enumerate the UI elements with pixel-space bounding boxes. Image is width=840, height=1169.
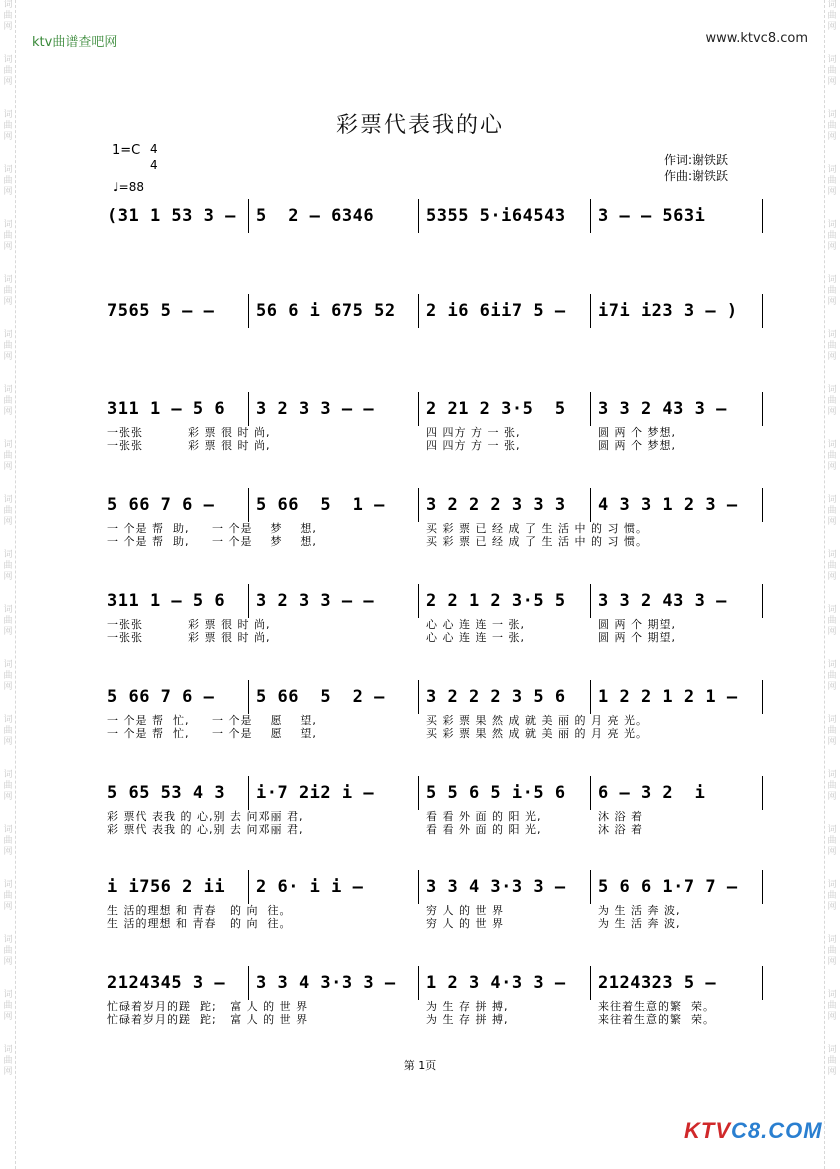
watermark-char: 网 bbox=[3, 792, 13, 802]
watermark-char: 词 bbox=[827, 825, 837, 835]
watermark-char: 曲 bbox=[827, 451, 837, 461]
watermark-char: 曲 bbox=[827, 176, 837, 186]
bar-line bbox=[762, 294, 763, 328]
bar-line bbox=[762, 488, 763, 522]
watermark-char: 曲 bbox=[827, 1001, 837, 1011]
measure-notes: 1 2 2 1 2 1 – bbox=[598, 687, 738, 707]
bar-line bbox=[590, 392, 591, 426]
watermark-char: 词 bbox=[827, 1045, 837, 1055]
logo-part-1: KTV bbox=[684, 1118, 731, 1143]
watermark-char: 词 bbox=[3, 825, 13, 835]
measure-notes: 5 66 5 2 – bbox=[256, 687, 385, 707]
bar-line bbox=[590, 199, 591, 233]
bar-line bbox=[590, 584, 591, 618]
measure-notes: 311 1 – 5 6 bbox=[107, 399, 226, 419]
watermark-char: 曲 bbox=[3, 671, 13, 681]
watermark-char: 网 bbox=[827, 462, 837, 472]
composer: 作曲:谢铁跃 bbox=[664, 169, 729, 183]
watermark-char: 曲 bbox=[827, 396, 837, 406]
watermark-char: 曲 bbox=[827, 946, 837, 956]
watermark-char: 词 bbox=[3, 440, 13, 450]
lyric-verse-1: 一张张 彩 票 很 时 尚, bbox=[107, 426, 271, 439]
lyricist: 作词:谢铁跃 bbox=[664, 153, 729, 167]
watermark-char: 曲 bbox=[827, 121, 837, 131]
watermark-char: 词 bbox=[827, 770, 837, 780]
watermark-char: 曲 bbox=[827, 671, 837, 681]
watermark-char: 曲 bbox=[827, 286, 837, 296]
bar-line bbox=[248, 584, 249, 618]
bar-line bbox=[418, 966, 419, 1000]
measure-notes: 3 2 2 2 3 3 3 bbox=[426, 495, 566, 515]
lyric-verse-1: 一张张 彩 票 很 时 尚, bbox=[107, 618, 271, 631]
key-signature: 1=C bbox=[112, 143, 141, 158]
lyric-verse-1: 一 个是 帮 忙, 一 个是 愿 望, bbox=[107, 714, 317, 727]
left-watermark-column bbox=[2, 0, 14, 1169]
site-name-left: ktv曲谱查吧网 bbox=[32, 35, 118, 50]
bar-line bbox=[418, 199, 419, 233]
measure-notes: 3 3 4 3·3 3 – bbox=[256, 973, 396, 993]
watermark-char: 词 bbox=[3, 495, 13, 505]
lyric-verse-2: 心 心 连 连 一 张, bbox=[426, 631, 525, 644]
watermark-char: 曲 bbox=[827, 341, 837, 351]
watermark-char: 词 bbox=[827, 935, 837, 945]
watermark-char: 曲 bbox=[3, 891, 13, 901]
measure-notes: 5 66 7 6 – bbox=[107, 495, 215, 515]
watermark-char: 网 bbox=[3, 902, 13, 912]
watermark-char: 词 bbox=[3, 1045, 13, 1055]
watermark-char: 词 bbox=[827, 330, 837, 340]
watermark-char: 词 bbox=[827, 0, 837, 10]
watermark-char: 曲 bbox=[3, 451, 13, 461]
watermark-char: 网 bbox=[827, 627, 837, 637]
watermark-char: 词 bbox=[827, 495, 837, 505]
lyric-verse-2: 来往着生意的繁 荣。 bbox=[598, 1013, 715, 1026]
watermark-char: 曲 bbox=[3, 396, 13, 406]
watermark-char: 网 bbox=[3, 957, 13, 967]
lyric-verse-2: 看 看 外 面 的 阳 光, bbox=[426, 823, 542, 836]
lyric-verse-2: 生 活的理想 和 青春 的 向 往。 bbox=[107, 917, 292, 930]
watermark-char: 词 bbox=[827, 110, 837, 120]
watermark-char: 词 bbox=[827, 715, 837, 725]
bar-line bbox=[418, 488, 419, 522]
bar-line bbox=[418, 584, 419, 618]
right-dashed-border bbox=[824, 0, 825, 1169]
bar-line bbox=[248, 488, 249, 522]
bar-line bbox=[418, 294, 419, 328]
watermark-char: 曲 bbox=[827, 836, 837, 846]
watermark-char: 网 bbox=[827, 517, 837, 527]
lyric-verse-2: 圆 两 个 期望, bbox=[598, 631, 676, 644]
lyric-verse-1: 一 个是 帮 助, 一 个是 梦 想, bbox=[107, 522, 317, 535]
measure-notes: 3 – – 563i bbox=[598, 206, 706, 226]
watermark-char: 网 bbox=[827, 847, 837, 857]
watermark-char: 曲 bbox=[827, 231, 837, 241]
measure-notes: 2 2 1 2 3·5 5 bbox=[426, 591, 566, 611]
lyric-verse-1: 沐 浴 着 bbox=[598, 810, 643, 823]
watermark-char: 曲 bbox=[3, 66, 13, 76]
lyric-verse-1: 圆 两 个 期望, bbox=[598, 618, 676, 631]
lyric-verse-1: 穷 人 的 世 界 bbox=[426, 904, 504, 917]
lyric-verse-2: 一张张 彩 票 很 时 尚, bbox=[107, 631, 271, 644]
lyric-verse-2: 忙碌着岁月的蹉 跎; 富 人 的 世 界 bbox=[107, 1013, 309, 1026]
watermark-char: 曲 bbox=[827, 781, 837, 791]
watermark-char: 词 bbox=[3, 660, 13, 670]
watermark-char: 网 bbox=[827, 187, 837, 197]
watermark-char: 曲 bbox=[827, 11, 837, 21]
lyric-verse-1: 为 生 活 奔 波, bbox=[598, 904, 681, 917]
measure-notes: 3 2 3 3 – – bbox=[256, 591, 375, 611]
bar-line bbox=[590, 488, 591, 522]
watermark-char: 曲 bbox=[827, 726, 837, 736]
bar-line bbox=[590, 870, 591, 904]
watermark-char: 网 bbox=[827, 77, 837, 87]
lyric-verse-2: 沐 浴 着 bbox=[598, 823, 643, 836]
watermark-char: 曲 bbox=[3, 616, 13, 626]
lyric-verse-1: 买 彩 票 已 经 成 了 生 活 中 的 习 惯。 bbox=[426, 522, 648, 535]
bar-line bbox=[762, 966, 763, 1000]
lyric-verse-1: 来往着生意的繁 荣。 bbox=[598, 1000, 715, 1013]
bar-line bbox=[590, 776, 591, 810]
measure-notes: 5355 5·i64543 bbox=[426, 206, 566, 226]
lyric-verse-1: 买 彩 票 果 然 成 就 美 丽 的 月 亮 光。 bbox=[426, 714, 648, 727]
meter-top: 4 bbox=[150, 142, 158, 156]
watermark-char: 网 bbox=[827, 682, 837, 692]
bar-line bbox=[590, 680, 591, 714]
bar-line bbox=[418, 870, 419, 904]
watermark-char: 网 bbox=[827, 297, 837, 307]
tempo-marking: ♩=88 bbox=[113, 180, 144, 194]
watermark-char: 曲 bbox=[3, 726, 13, 736]
watermark-char: 曲 bbox=[3, 1056, 13, 1066]
watermark-char: 词 bbox=[3, 385, 13, 395]
lyric-verse-2: 买 彩 票 已 经 成 了 生 活 中 的 习 惯。 bbox=[426, 535, 648, 548]
watermark-char: 词 bbox=[3, 110, 13, 120]
meter-bottom: 4 bbox=[150, 158, 158, 172]
measure-notes: 311 1 – 5 6 bbox=[107, 591, 226, 611]
measure-notes: 2124323 5 – bbox=[598, 973, 717, 993]
lyric-verse-2: 一 个是 帮 忙, 一 个是 愿 望, bbox=[107, 727, 317, 740]
watermark-char: 网 bbox=[3, 1012, 13, 1022]
watermark-char: 词 bbox=[827, 990, 837, 1000]
measure-notes: 3 2 2 2 3 5 6 bbox=[426, 687, 566, 707]
watermark-char: 网 bbox=[827, 1067, 837, 1077]
lyric-verse-1: 彩 票代 表我 的 心,别 去 问邓丽 君, bbox=[107, 810, 304, 823]
ktvc8-logo bbox=[684, 1118, 823, 1144]
bar-line bbox=[762, 584, 763, 618]
lyric-verse-1: 心 心 连 连 一 张, bbox=[426, 618, 525, 631]
watermark-char: 词 bbox=[3, 935, 13, 945]
watermark-char: 网 bbox=[3, 1067, 13, 1077]
watermark-char: 曲 bbox=[3, 121, 13, 131]
watermark-char: 网 bbox=[3, 847, 13, 857]
watermark-char: 曲 bbox=[3, 506, 13, 516]
bar-line bbox=[248, 392, 249, 426]
watermark-char: 网 bbox=[827, 22, 837, 32]
measure-notes: 56 6 i 675 52 bbox=[256, 301, 396, 321]
watermark-char: 网 bbox=[827, 407, 837, 417]
watermark-char: 曲 bbox=[827, 561, 837, 571]
credits bbox=[664, 152, 728, 184]
site-url-right: www.ktvc8.com bbox=[705, 31, 808, 46]
watermark-char: 词 bbox=[827, 55, 837, 65]
measure-notes: 6 – 3 2 i bbox=[598, 783, 706, 803]
logo-part-2: C8.COM bbox=[731, 1118, 823, 1143]
watermark-char: 网 bbox=[827, 792, 837, 802]
lyric-verse-2: 圆 两 个 梦想, bbox=[598, 439, 676, 452]
bar-line bbox=[590, 294, 591, 328]
measure-notes: 5 6 6 1·7 7 – bbox=[598, 877, 738, 897]
watermark-char: 曲 bbox=[3, 836, 13, 846]
watermark-char: 网 bbox=[3, 132, 13, 142]
bar-line bbox=[248, 870, 249, 904]
measure-notes: 5 65 53 4 3 bbox=[107, 783, 226, 803]
watermark-char: 网 bbox=[3, 187, 13, 197]
watermark-char: 网 bbox=[827, 957, 837, 967]
lyric-verse-2: 四 四方 方 一 张, bbox=[426, 439, 521, 452]
measure-notes: 2 6· i i – bbox=[256, 877, 364, 897]
bar-line bbox=[762, 776, 763, 810]
watermark-char: 词 bbox=[3, 55, 13, 65]
watermark-char: 网 bbox=[3, 682, 13, 692]
watermark-char: 词 bbox=[827, 660, 837, 670]
time-signature bbox=[150, 141, 158, 173]
lyric-verse-1: 四 四方 方 一 张, bbox=[426, 426, 521, 439]
bar-line bbox=[762, 870, 763, 904]
measure-notes: 4 3 3 1 2 3 – bbox=[598, 495, 738, 515]
measure-notes: 2124345 3 – bbox=[107, 973, 226, 993]
watermark-char: 网 bbox=[3, 242, 13, 252]
measure-notes: 3 2 3 3 – – bbox=[256, 399, 375, 419]
watermark-char: 曲 bbox=[827, 506, 837, 516]
watermark-char: 网 bbox=[3, 737, 13, 747]
bar-line bbox=[762, 392, 763, 426]
bar-line bbox=[248, 776, 249, 810]
lyric-verse-1: 生 活的理想 和 青春 的 向 往。 bbox=[107, 904, 292, 917]
watermark-char: 曲 bbox=[3, 11, 13, 21]
lyric-verse-2: 一 个是 帮 助, 一 个是 梦 想, bbox=[107, 535, 317, 548]
watermark-char: 网 bbox=[3, 572, 13, 582]
measure-notes: i·7 2i2 i – bbox=[256, 783, 375, 803]
measure-notes: (31 1 53 3 – bbox=[107, 206, 236, 226]
watermark-char: 网 bbox=[3, 297, 13, 307]
watermark-char: 词 bbox=[827, 220, 837, 230]
watermark-char: 词 bbox=[827, 605, 837, 615]
watermark-char: 曲 bbox=[3, 286, 13, 296]
watermark-char: 网 bbox=[3, 22, 13, 32]
watermark-char: 词 bbox=[3, 605, 13, 615]
measure-notes: 3 3 2 43 3 – bbox=[598, 591, 727, 611]
watermark-char: 曲 bbox=[827, 1056, 837, 1066]
watermark-char: 网 bbox=[3, 407, 13, 417]
measure-notes: 5 5 6 5 i·5 6 bbox=[426, 783, 566, 803]
watermark-char: 词 bbox=[827, 385, 837, 395]
left-dashed-border bbox=[15, 0, 16, 1169]
watermark-char: 曲 bbox=[3, 946, 13, 956]
measure-notes: 7565 5 – – bbox=[107, 301, 215, 321]
watermark-char: 曲 bbox=[3, 781, 13, 791]
right-watermark-column bbox=[826, 0, 838, 1169]
watermark-char: 网 bbox=[827, 132, 837, 142]
watermark-char: 词 bbox=[827, 275, 837, 285]
measure-notes: 2 i6 6ii7 5 – bbox=[426, 301, 566, 321]
watermark-char: 词 bbox=[3, 0, 13, 10]
watermark-char: 曲 bbox=[3, 176, 13, 186]
lyric-verse-2: 彩 票代 表我 的 心,别 去 问邓丽 君, bbox=[107, 823, 304, 836]
watermark-char: 曲 bbox=[3, 1001, 13, 1011]
watermark-char: 网 bbox=[827, 1012, 837, 1022]
song-title: 彩票代表我的心 bbox=[335, 113, 504, 138]
bar-line bbox=[590, 966, 591, 1000]
watermark-char: 曲 bbox=[827, 891, 837, 901]
watermark-char: 词 bbox=[3, 275, 13, 285]
watermark-char: 曲 bbox=[3, 341, 13, 351]
watermark-char: 词 bbox=[3, 165, 13, 175]
watermark-char: 词 bbox=[3, 880, 13, 890]
watermark-char: 网 bbox=[827, 737, 837, 747]
watermark-char: 曲 bbox=[827, 66, 837, 76]
bar-line bbox=[248, 199, 249, 233]
measure-notes: i7i i23 3 – ) bbox=[598, 301, 738, 321]
bar-line bbox=[248, 966, 249, 1000]
lyric-verse-1: 为 生 存 拼 搏, bbox=[426, 1000, 509, 1013]
watermark-char: 曲 bbox=[827, 616, 837, 626]
watermark-char: 词 bbox=[3, 715, 13, 725]
lyric-verse-1: 看 看 外 面 的 阳 光, bbox=[426, 810, 542, 823]
watermark-char: 词 bbox=[3, 220, 13, 230]
watermark-char: 网 bbox=[3, 352, 13, 362]
measure-notes: 1 2 3 4·3 3 – bbox=[426, 973, 566, 993]
watermark-char: 网 bbox=[827, 352, 837, 362]
bar-line bbox=[248, 294, 249, 328]
watermark-char: 网 bbox=[3, 77, 13, 87]
lyric-verse-2: 为 生 存 拼 搏, bbox=[426, 1013, 509, 1026]
measure-notes: i i756 2 ii bbox=[107, 877, 226, 897]
watermark-char: 词 bbox=[3, 990, 13, 1000]
bar-line bbox=[418, 392, 419, 426]
lyric-verse-1: 圆 两 个 梦想, bbox=[598, 426, 676, 439]
bar-line bbox=[418, 776, 419, 810]
watermark-char: 曲 bbox=[3, 561, 13, 571]
lyric-verse-2: 买 彩 票 果 然 成 就 美 丽 的 月 亮 光。 bbox=[426, 727, 648, 740]
lyric-verse-1: 忙碌着岁月的蹉 跎; 富 人 的 世 界 bbox=[107, 1000, 309, 1013]
watermark-char: 网 bbox=[3, 517, 13, 527]
watermark-char: 词 bbox=[3, 330, 13, 340]
measure-notes: 3 3 2 43 3 – bbox=[598, 399, 727, 419]
watermark-char: 网 bbox=[3, 627, 13, 637]
watermark-char: 词 bbox=[827, 165, 837, 175]
watermark-char: 词 bbox=[827, 880, 837, 890]
bar-line bbox=[248, 680, 249, 714]
measure-notes: 5 66 5 1 – bbox=[256, 495, 385, 515]
bar-line bbox=[418, 680, 419, 714]
lyric-verse-2: 一张张 彩 票 很 时 尚, bbox=[107, 439, 271, 452]
watermark-char: 词 bbox=[827, 550, 837, 560]
bar-line bbox=[762, 680, 763, 714]
watermark-char: 词 bbox=[827, 440, 837, 450]
measure-notes: 3 3 4 3·3 3 – bbox=[426, 877, 566, 897]
lyric-verse-2: 穷 人 的 世 界 bbox=[426, 917, 504, 930]
lyric-verse-2: 为 生 活 奔 波, bbox=[598, 917, 681, 930]
watermark-char: 词 bbox=[3, 550, 13, 560]
bar-line bbox=[762, 199, 763, 233]
watermark-char: 曲 bbox=[3, 231, 13, 241]
measure-notes: 5 66 7 6 – bbox=[107, 687, 215, 707]
watermark-char: 网 bbox=[3, 462, 13, 472]
measure-notes: 5 2 – 6346 bbox=[256, 206, 375, 226]
watermark-char: 网 bbox=[827, 572, 837, 582]
measure-notes: 2 21 2 3·5 5 bbox=[426, 399, 566, 419]
page-number: 第 1页 bbox=[403, 1059, 437, 1072]
watermark-char: 网 bbox=[827, 902, 837, 912]
watermark-char: 词 bbox=[3, 770, 13, 780]
watermark-char: 网 bbox=[827, 242, 837, 252]
